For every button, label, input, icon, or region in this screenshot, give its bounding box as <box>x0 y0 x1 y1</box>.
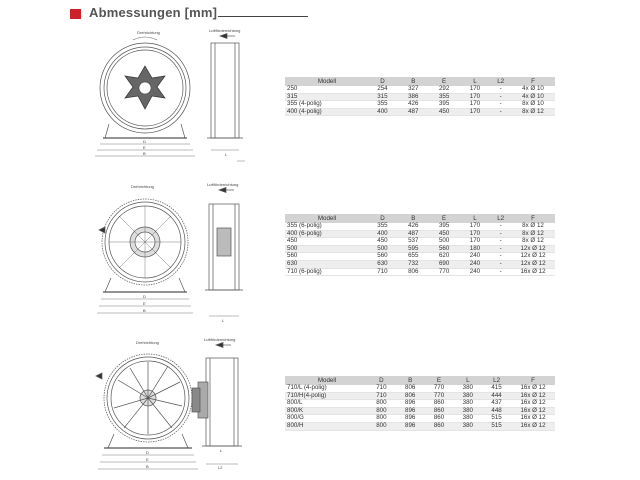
table-row <box>285 101 555 109</box>
header-model: Modell <box>285 214 367 223</box>
dimensions-table-3 <box>285 376 555 431</box>
cell-D: 800 <box>367 415 396 423</box>
cell-L: 380 <box>453 407 482 415</box>
airflow-label: Luftförderrichtung <box>204 337 236 342</box>
table-row <box>285 400 555 408</box>
cell-model: 450 <box>285 238 367 246</box>
table-row <box>285 422 555 430</box>
dim-D-label: D <box>146 450 149 455</box>
cell-E: 355 <box>429 93 460 101</box>
cell-L: 380 <box>453 385 482 392</box>
cell-B: 487 <box>398 108 429 116</box>
table-row <box>285 245 555 253</box>
dimensions-table-1 <box>285 77 555 116</box>
cell-L2: - <box>490 260 511 268</box>
cell-D: 630 <box>367 260 398 268</box>
cell-D: 710 <box>367 392 396 400</box>
table-2-body <box>285 223 555 276</box>
cell-L2: - <box>490 86 511 93</box>
cell-F: 8x Ø 12 <box>511 108 555 116</box>
cell-model: 800/L <box>285 400 367 408</box>
cell-F: 16x Ø 12 <box>511 268 555 276</box>
cell-B: 806 <box>396 392 425 400</box>
cell-L2: - <box>490 268 511 276</box>
cell-L: 180 <box>460 245 491 253</box>
cell-L2: 415 <box>482 385 511 392</box>
cell-L2: - <box>490 93 511 101</box>
cell-E: 770 <box>425 392 454 400</box>
cell-model: 400 (6-polig) <box>285 230 367 238</box>
cell-model: 560 <box>285 253 367 261</box>
dim-L-label: L <box>225 152 228 157</box>
cell-B: 896 <box>396 415 425 423</box>
cell-model: 710 (6-polig) <box>285 268 367 276</box>
cell-model: 400 (4-polig) <box>285 108 367 116</box>
header-F: F <box>511 77 555 86</box>
header-model: Modell <box>285 77 367 86</box>
rotation-label: Drehrichtung <box>136 340 159 345</box>
table-row <box>285 253 555 261</box>
header-B: B <box>398 214 429 223</box>
red-square-marker <box>70 9 81 19</box>
cell-F: 16x Ø 12 <box>511 400 555 408</box>
cell-L2: - <box>490 238 511 246</box>
cell-L2: - <box>490 230 511 238</box>
cell-L: 380 <box>453 400 482 408</box>
cell-model: 630 <box>285 260 367 268</box>
cell-model: 315 <box>285 93 367 101</box>
table-header-row <box>285 77 555 86</box>
fan-drawing-2-svg <box>95 178 255 326</box>
cell-F: 8x Ø 12 <box>511 223 555 230</box>
cell-model: 710/L (4-polig) <box>285 385 367 392</box>
cell-D: 710 <box>367 385 396 392</box>
rotation-label: Drehrichtung <box>137 30 160 35</box>
cell-L2: - <box>490 101 511 109</box>
cell-model: 250 <box>285 86 367 93</box>
cell-E: 620 <box>429 253 460 261</box>
cell-L: 170 <box>460 108 491 116</box>
cell-D: 710 <box>367 268 398 276</box>
header-E: E <box>429 77 460 86</box>
header-B: B <box>396 376 425 385</box>
cell-L: 170 <box>460 230 491 238</box>
cell-E: 395 <box>429 223 460 230</box>
cell-F: 16x Ø 12 <box>511 422 555 430</box>
dimensions-table-2 <box>285 214 555 276</box>
header-L2: L2 <box>490 214 511 223</box>
header-model: Modell <box>285 376 367 385</box>
cell-D: 315 <box>367 93 398 101</box>
cell-E: 500 <box>429 238 460 246</box>
dim-B-label: B <box>143 151 146 156</box>
header-rule <box>218 16 308 17</box>
cell-E: 395 <box>429 101 460 109</box>
cell-F: 12x Ø 12 <box>511 260 555 268</box>
cell-B: 732 <box>398 260 429 268</box>
header-L: L <box>453 376 482 385</box>
cell-D: 400 <box>367 230 398 238</box>
cell-E: 770 <box>429 268 460 276</box>
cell-F: 12x Ø 12 <box>511 253 555 261</box>
cell-B: 806 <box>398 268 429 276</box>
cell-B: 327 <box>398 86 429 93</box>
dim-B-label: B <box>143 308 146 313</box>
header-F: F <box>511 214 555 223</box>
dim-D-label: D <box>143 139 146 144</box>
header-F: F <box>511 376 555 385</box>
cell-model: 500 <box>285 245 367 253</box>
rotation-label: Drehrichtung <box>131 184 154 189</box>
table-row <box>285 407 555 415</box>
cell-model: 710/H(4-polig) <box>285 392 367 400</box>
cell-D: 800 <box>367 422 396 430</box>
cell-D: 400 <box>367 108 398 116</box>
page-title: Abmessungen [mm] <box>89 5 218 20</box>
fan-drawing-1-svg <box>95 26 255 166</box>
cell-B: 386 <box>398 93 429 101</box>
cell-B: 537 <box>398 238 429 246</box>
cell-E: 690 <box>429 260 460 268</box>
header-B: B <box>398 77 429 86</box>
cell-L2: - <box>490 108 511 116</box>
cell-L: 170 <box>460 223 491 230</box>
cell-E: 770 <box>425 385 454 392</box>
header-D: D <box>367 214 398 223</box>
header-L2: L2 <box>490 77 511 86</box>
cell-L: 170 <box>460 93 491 101</box>
dim-B-label: B <box>146 464 149 469</box>
cell-L2: 515 <box>482 415 511 423</box>
cell-D: 254 <box>367 86 398 93</box>
cell-F: 16x Ø 12 <box>511 392 555 400</box>
fan-drawing-1 <box>95 26 255 166</box>
cell-L: 240 <box>460 268 491 276</box>
cell-L2: 444 <box>482 392 511 400</box>
cell-F: 8x Ø 10 <box>511 101 555 109</box>
cell-B: 655 <box>398 253 429 261</box>
table-row <box>285 223 555 230</box>
table-row <box>285 268 555 276</box>
cell-B: 896 <box>396 407 425 415</box>
header-L: L <box>460 77 491 86</box>
cell-F: 4x Ø 10 <box>511 86 555 93</box>
cell-L: 240 <box>460 260 491 268</box>
cell-B: 487 <box>398 230 429 238</box>
cell-F: 12x Ø 12 <box>511 245 555 253</box>
cell-B: 595 <box>398 245 429 253</box>
cell-E: 860 <box>425 407 454 415</box>
table-header-row <box>285 214 555 223</box>
cell-L: 380 <box>453 392 482 400</box>
table-row <box>285 230 555 238</box>
header-L2: L2 <box>482 376 511 385</box>
cell-F: 16x Ø 12 <box>511 407 555 415</box>
cell-D: 800 <box>367 407 396 415</box>
table-row <box>285 108 555 116</box>
cell-E: 292 <box>429 86 460 93</box>
cell-F: 4x Ø 10 <box>511 93 555 101</box>
cell-L: 240 <box>460 253 491 261</box>
cell-L2: - <box>490 245 511 253</box>
table-row <box>285 260 555 268</box>
cell-E: 860 <box>425 422 454 430</box>
cell-D: 500 <box>367 245 398 253</box>
table-1-body <box>285 86 555 116</box>
cell-model: 800/K <box>285 407 367 415</box>
cell-F: 8x Ø 12 <box>511 238 555 246</box>
cell-L: 170 <box>460 101 491 109</box>
cell-D: 355 <box>367 223 398 230</box>
cell-L2: 437 <box>482 400 511 408</box>
cell-model: 800/H <box>285 422 367 430</box>
cell-L: 170 <box>460 86 491 93</box>
airflow-label: Luftförderrichtung <box>207 182 239 187</box>
fan-drawing-2 <box>95 178 255 326</box>
cell-E: 450 <box>429 230 460 238</box>
cell-L2: 515 <box>482 422 511 430</box>
dim-D-label: D <box>143 294 146 299</box>
section-header <box>70 4 305 24</box>
header-E: E <box>425 376 454 385</box>
header-D: D <box>367 77 398 86</box>
table-row <box>285 86 555 93</box>
cell-D: 800 <box>367 400 396 408</box>
cell-L2: - <box>490 253 511 261</box>
cell-B: 426 <box>398 101 429 109</box>
cell-B: 426 <box>398 223 429 230</box>
cell-E: 860 <box>425 400 454 408</box>
cell-D: 450 <box>367 238 398 246</box>
dim-L-label: L <box>220 448 223 453</box>
header-D: D <box>367 376 396 385</box>
table-row <box>285 93 555 101</box>
cell-E: 860 <box>425 415 454 423</box>
cell-B: 806 <box>396 385 425 392</box>
dim-E-label: E <box>143 145 146 150</box>
dim-L2-label: L2 <box>218 465 223 470</box>
cell-L2: 448 <box>482 407 511 415</box>
table-row <box>285 415 555 423</box>
cell-B: 896 <box>396 400 425 408</box>
cell-F: 16x Ø 12 <box>511 385 555 392</box>
cell-L2: - <box>490 223 511 230</box>
cell-F: 16x Ø 12 <box>511 415 555 423</box>
dim-E-label: E <box>143 301 146 306</box>
table-3-body <box>285 385 555 430</box>
cell-model: 800/G <box>285 415 367 423</box>
cell-L: 170 <box>460 238 491 246</box>
table-row <box>285 392 555 400</box>
airflow-label: Luftförderrichtung <box>209 28 241 33</box>
cell-model: 355 (4-polig) <box>285 101 367 109</box>
fan-drawing-3-svg <box>90 336 260 478</box>
cell-D: 560 <box>367 253 398 261</box>
cell-L: 380 <box>453 422 482 430</box>
header-E: E <box>429 214 460 223</box>
cell-E: 450 <box>429 108 460 116</box>
cell-E: 560 <box>429 245 460 253</box>
cell-B: 896 <box>396 422 425 430</box>
cell-model: 355 (6-polig) <box>285 223 367 230</box>
fan-drawing-3 <box>90 336 260 478</box>
table-row <box>285 238 555 246</box>
dim-L-label: L <box>222 318 225 323</box>
cell-F: 8x Ø 12 <box>511 230 555 238</box>
header-L: L <box>460 214 491 223</box>
cell-L: 380 <box>453 415 482 423</box>
dim-E-label: E <box>146 457 149 462</box>
cell-D: 355 <box>367 101 398 109</box>
